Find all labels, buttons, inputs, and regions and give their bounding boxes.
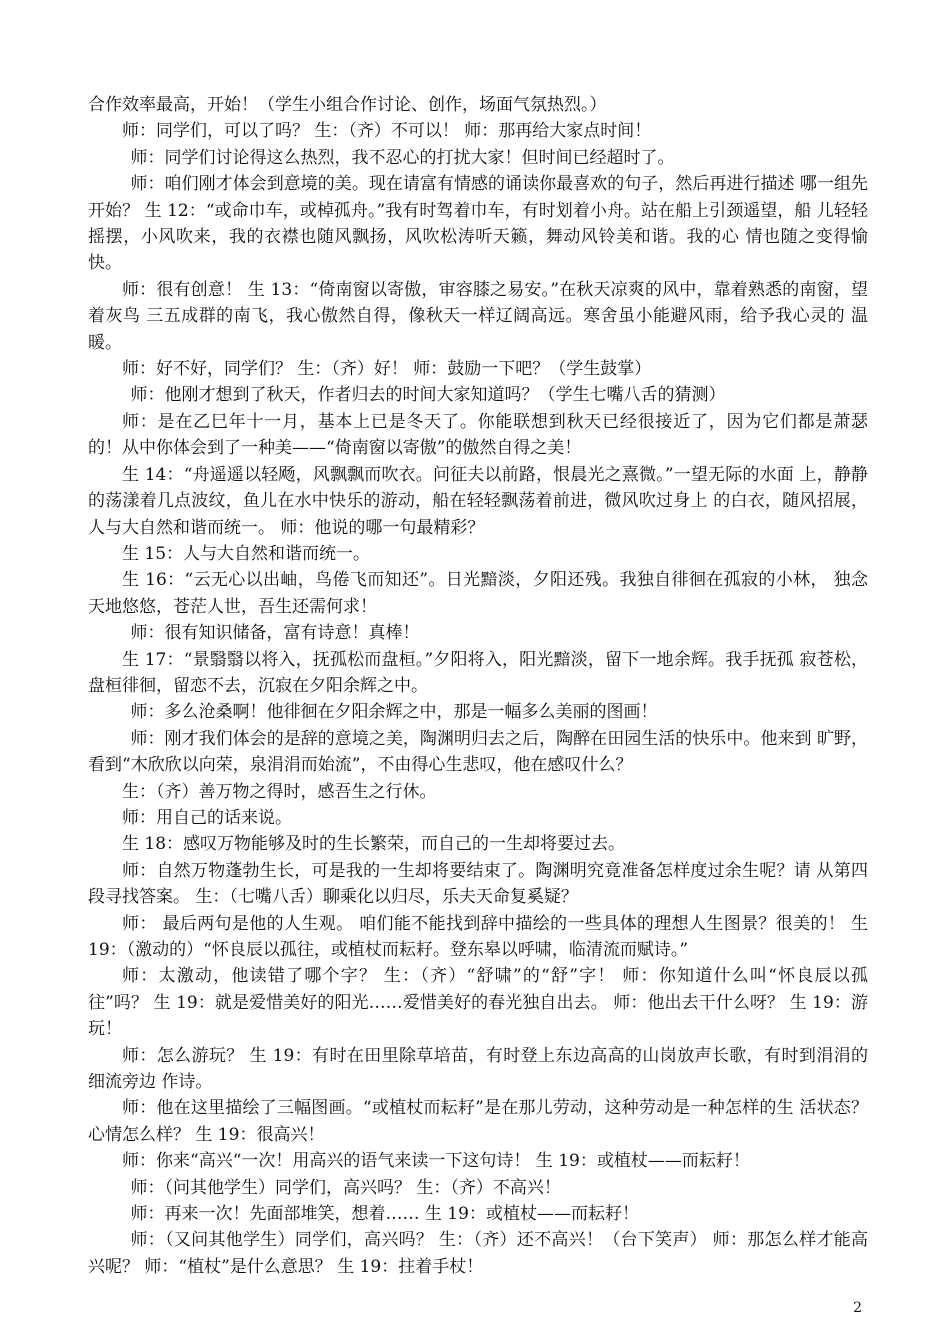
paragraph: 生：（齐）善万物之得时，感吾生之行休。 xyxy=(122,781,437,802)
paragraph: 师：太激动，他读错了哪个字？ 生：（齐）“舒啸”的“舒”字！ 师：你知道什么叫“怀良辰以孤往”吗？ 生 19：就是爱惜美好的阳光……爱惜美好的春光独自出去。 师：他出去干什么呀？ 生 19：游玩！ xyxy=(88,966,868,1040)
paragraph: 师：是在乙巳年十一月，基本上已是冬天了。你能联想到秋天已经很接近了，因为它们都是萧瑟的！从中你体会到了一种美——“倚南窗以寄傲”的傲然自得之美！ xyxy=(88,411,868,459)
paragraph: 师：他刚才想到了秋天，作者归去的时间大家知道吗？（学生七嘴八舌的猜测） xyxy=(130,385,726,406)
paragraph: 师：再来一次！先面部堆笑，想着…… 生 19：或植杖——而耘耔！ xyxy=(130,1204,639,1225)
paragraph: 师：同学们讨论得这么热烈，我不忍心的打扰大家！但时间已经超时了。 xyxy=(130,147,675,168)
paragraph: 师：自然万物蓬勃生长，可是我的一生却将要结束了。陶渊明究竟准备怎样度过余生呢？请 从第四段寻找答案。 生：（七嘴八舌）聊乘化以归尽，乐夫天命复奚疑？ xyxy=(88,860,868,908)
paragraph: 师：用自己的话来说。 xyxy=(122,807,292,828)
paragraph: 师：你来“高兴“一次！用高兴的语气来读一下这句诗！ 生 19：或植杖——而耘耔！ xyxy=(122,1151,750,1172)
paragraph: 生 16：“云无心以出岫，鸟倦飞而知还”。日光黯淡，夕阳还残。我独自徘徊在孤寂的小林， 独念天地悠悠，苍茫人世，吾生还需何求！ xyxy=(88,570,868,617)
paragraph: 师： 最后两句是他的人生观。 咱们能不能找到辞中描绘的一些具体的理想人生图景？很美的！ 生 19：（激动的）“怀良辰以孤往，或植杖而耘耔。登东皋以呼啸，临清流而赋诗。” xyxy=(88,913,868,960)
paragraph: 师：同学们，可以了吗？ 生：（齐）不可以！ 师：那再给大家点时间！ xyxy=(122,121,652,142)
paragraph: 生 17：“景翳翳以将入，抚孤松而盘桓。”夕阳将入，阳光黯淡，留下一地余辉。我手抚孤 寂苍松，盘桓徘徊，留恋不去，沉寂在夕阳余辉之中。 xyxy=(88,649,868,696)
paragraph: 生 14：“舟遥遥以轻飏，风飘飘而吹衣。问征夫以前路，恨晨光之熹微。”一望无际的水面 上，静静的荡漾着几点波纹，鱼儿在水中快乐的游动，船在轻轻飘荡着前进，微风吹过身上 的白衣，随风招展，人与大自然和谐而统一。 师：他说的哪一句最精彩？ xyxy=(88,464,868,538)
paragraph: 师：很有创意！ 生 13：“倚南窗以寄傲，审容膝之易安。”在秋天凉爽的风中，靠着熟悉的南窗，望着灰鸟 三五成群的南飞，我心傲然自得，像秋天一样辽阔高远。寒舍虽小能避风雨，给予我心灵的 温暖。 xyxy=(88,279,868,353)
document-body xyxy=(88,92,868,1280)
paragraph: 师：（问其他学生）同学们，高兴吗？ 生：（齐）不高兴！ xyxy=(130,1177,561,1198)
page-number: 2 xyxy=(853,1300,862,1316)
paragraph: 师：（又问其他学生）同学们，高兴吗？ 生：（齐）还不高兴！（台下笑声） 师：那怎么样才能高兴呢？ 师：“植杖”是什么意思？ 生 19：拄着手杖！ xyxy=(88,1230,868,1277)
paragraph: 师：很有知识储备，富有诗意！真棒！ xyxy=(130,623,420,644)
paragraph: 师：好不好，同学们？ 生：（齐）好！ 师：鼓励一下吧？（学生鼓掌） xyxy=(122,359,652,380)
paragraph: 生 18：感叹万物能够及时的生长繁荣，而自己的一生却将要过去。 xyxy=(122,834,626,855)
paragraph: 生 15：人与大自然和谐而统一。 xyxy=(122,543,371,564)
paragraph: 师：多么沧桑啊！他徘徊在夕阳余辉之中，那是一幅多么美丽的图画！ xyxy=(130,702,658,723)
paragraph: 师：刚才我们体会的是辞的意境之美，陶渊明归去之后，陶醉在田园生活的快乐中。他来到 旷野，看到“木欣欣以向荣，泉涓涓而始流”，不由得心生悲叹，他在感叹什么？ xyxy=(88,728,868,776)
paragraph: 合作效率最高，开始！（学生小组合作讨论、创作，场面气氛热烈。） xyxy=(88,95,607,115)
paragraph: 师：咱们刚才体会到意境的美。现在请富有情感的诵读你最喜欢的句子，然后再进行描述 哪一组先开始？ 生 12：“或命巾车，或棹孤舟。”我有时驾着巾车，有时划着小舟。站在船上引颈遥望，船 儿轻轻摇摆，小风吹来，我的衣襟也随风飘扬，风吹松涛听天籁，舞动风铃美和谐。我的心 情也随之变得愉快。 xyxy=(88,174,868,274)
paragraph: 师：怎么游玩？ 生 19：有时在田里除草培苗，有时登上东边高高的山岗放声长歌，有时到涓涓的细流旁边 作诗。 xyxy=(88,1045,868,1093)
paragraph: 师：他在这里描绘了三幅图画。“或植杖而耘耔”是在那儿劳动，这种劳动是一种怎样的生 活状态？心情怎么样？ 生 19：很高兴！ xyxy=(88,1098,868,1145)
